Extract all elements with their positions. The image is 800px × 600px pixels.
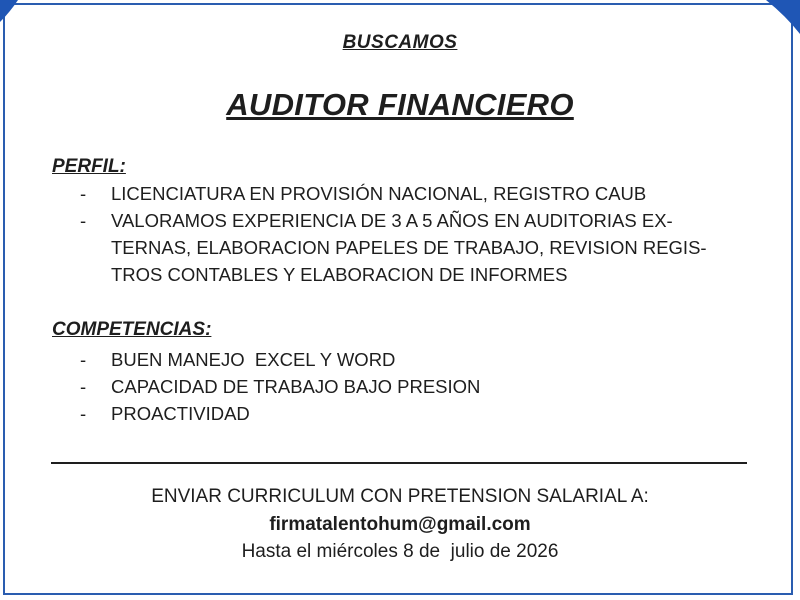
list-item-text: BUEN MANEJO EXCEL Y WORD — [111, 349, 396, 370]
list-item — [80, 207, 752, 288]
bullet-dash: - — [80, 183, 87, 204]
list-item-text-line: VALORAMOS EXPERIENCIA DE 3 A 5 AÑOS EN AUDITORIAS EX- — [111, 210, 673, 231]
list-item — [80, 373, 752, 400]
perfil-list — [80, 180, 752, 288]
competencias-list — [80, 346, 752, 427]
list-item-text: CAPACIDAD DE TRABAJO BAJO PRESION — [111, 376, 481, 397]
list-item — [80, 180, 752, 207]
competencias-title: COMPETENCIAS: — [52, 319, 212, 340]
bullet-dash: - — [80, 349, 87, 370]
perfil-title: PERFIL: — [52, 156, 126, 177]
job-title: AUDITOR FINANCIERO — [226, 87, 574, 122]
bullet-dash: - — [80, 210, 87, 231]
eyebrow-heading: BUSCAMOS — [342, 32, 458, 53]
list-item — [80, 400, 752, 427]
list-item-text: PROACTIVIDAD — [111, 403, 250, 424]
application-instruction: ENVIAR CURRICULUM CON PRETENSION SALARIAL A: — [151, 486, 649, 507]
deadline-text: Hasta el miércoles 8 de julio de 2026 — [241, 541, 559, 562]
bullet-dash: - — [80, 403, 87, 424]
list-item-text-line: TERNAS, ELABORACION PAPELES DE TRABAJO, REVISION REGIS- — [111, 237, 707, 258]
list-item — [80, 346, 752, 373]
list-item-text: LICENCIATURA EN PROVISIÓN NACIONAL, REGISTRO CAUB — [111, 183, 647, 204]
section-divider — [51, 462, 747, 464]
bullet-dash: - — [80, 376, 87, 397]
contact-email[interactable]: firmatalentohum@gmail.com — [269, 514, 531, 535]
list-item-text-line: TROS CONTABLES Y ELABORACION DE INFORMES — [111, 264, 568, 285]
